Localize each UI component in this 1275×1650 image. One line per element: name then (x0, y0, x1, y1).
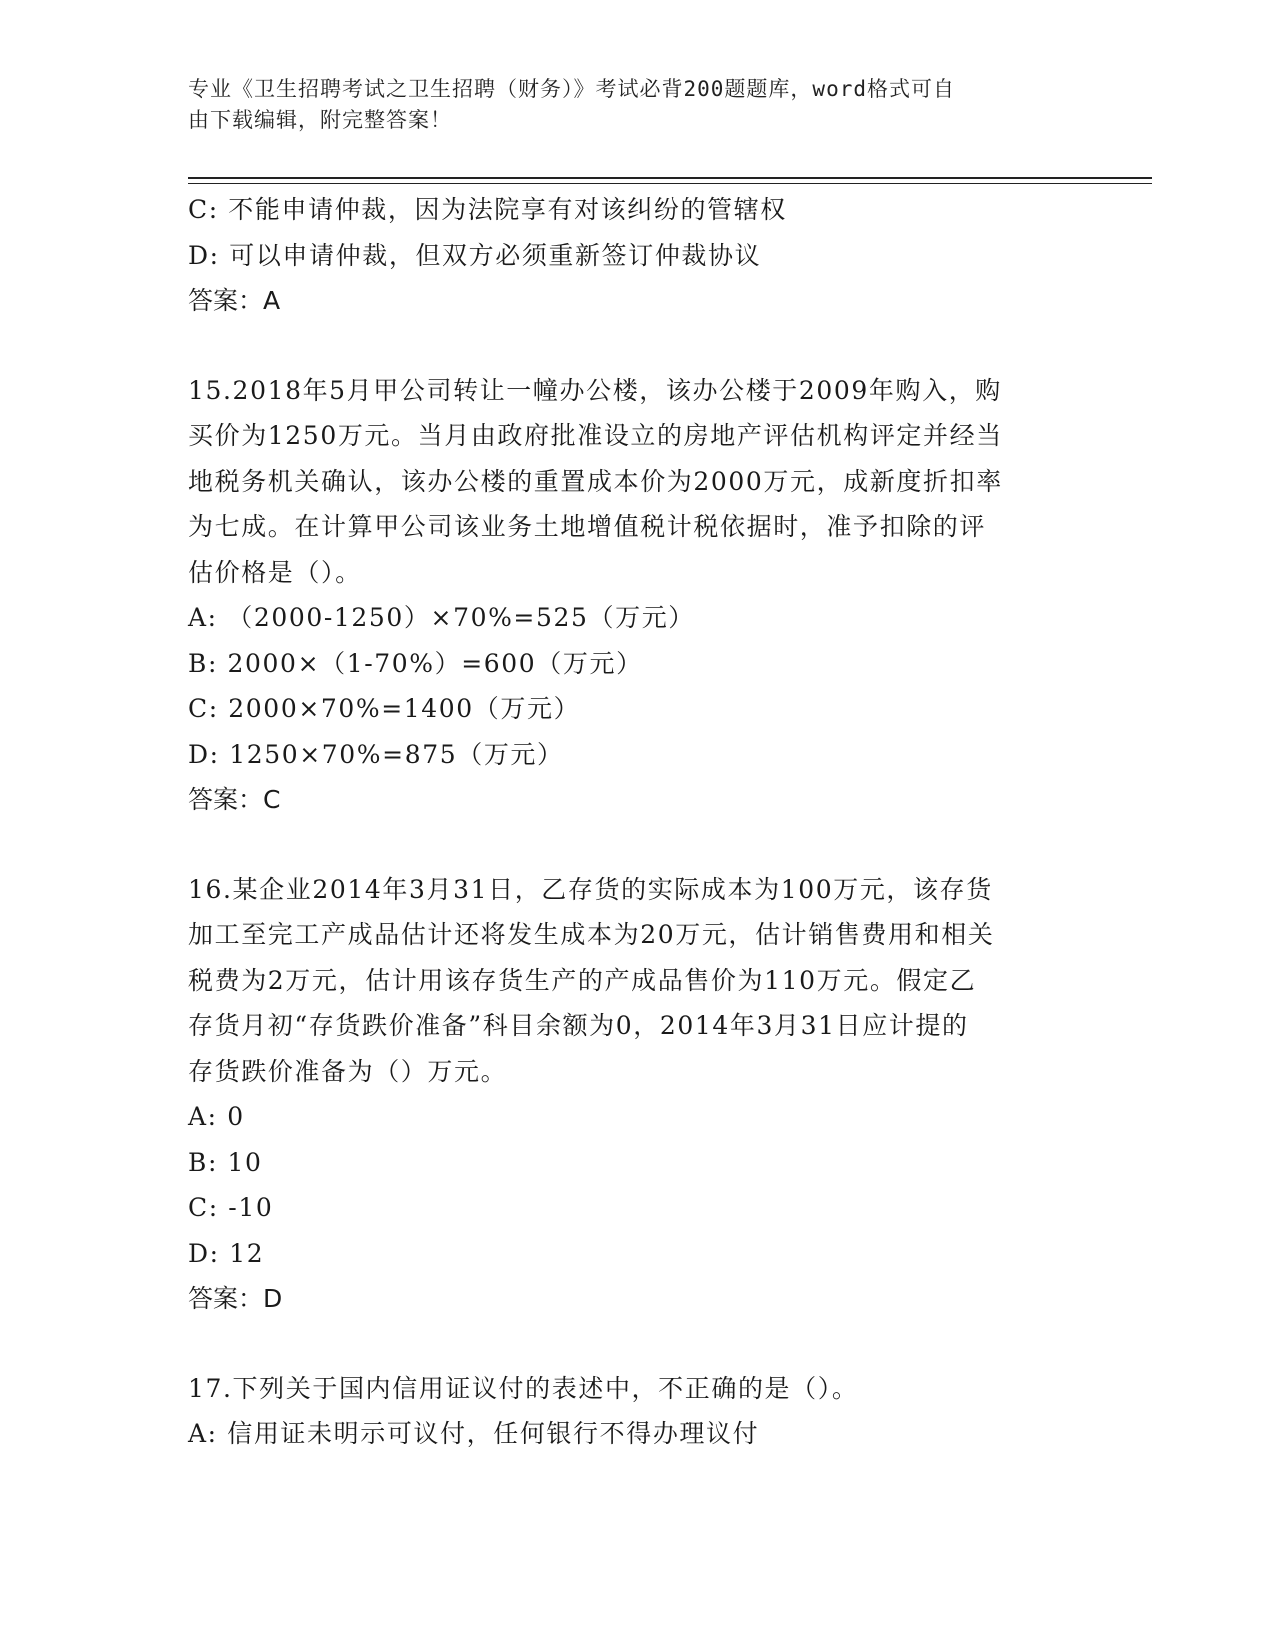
answer-line: 答案：C (188, 785, 281, 814)
option-b: B: 2000×（1-70%）=600（万元） (188, 648, 643, 678)
question-text-line: 16.某企业2014年3月31日，乙存货的实际成本为100万元，该存货 (188, 874, 993, 904)
option-a: A: 0 (188, 1102, 245, 1131)
option-a: A: 信用证未明示可议付，任何银行不得办理议付 (188, 1419, 760, 1448)
question-gap (188, 823, 1088, 867)
option-b: B: 10 (188, 1147, 263, 1177)
document-header (188, 74, 1078, 136)
header-line-1: 专业《卫生招聘考试之卫生招聘（财务）》考试必背200题题库，word格式可自 (188, 77, 955, 101)
question-text-line: 存货月初“存货跌价准备”科目余额为0，2014年3月31日应计提的 (188, 1011, 969, 1040)
question-text-line: 税费为2万元，估计用该存货生产的产成品售价为110万元。假定乙 (188, 965, 977, 995)
question-text-line: 存货跌价准备为（）万元。 (188, 1056, 508, 1086)
question-17 (188, 1366, 1088, 1457)
header-line-2: 由下载编辑，附完整答案！ (188, 108, 452, 132)
question-15 (188, 368, 1088, 823)
question-text-line: 地税务机关确认，该办公楼的重置成本价为2000万元，成新度折扣率 (188, 466, 1003, 496)
question-gap (188, 1322, 1088, 1366)
option-d: D: 1250×70%=875（万元） (188, 739, 564, 769)
option-c: C: -10 (188, 1193, 274, 1222)
option-a: A: （2000-1250）×70%=525（万元） (188, 603, 695, 632)
answer-line: 答案：D (188, 1284, 283, 1313)
answer-line: 答案：A (188, 286, 281, 315)
question-gap (188, 324, 1088, 368)
question-text-line: 加工至完工产成品估计还将发生成本为20万元，估计销售费用和相关 (188, 920, 995, 949)
question-16 (188, 867, 1088, 1322)
question-text-line: 15.2018年5月甲公司转让一幢办公楼，该办公楼于2009年购入，购 (188, 375, 1002, 405)
option-c: C: 不能申请仲裁，因为法院享有对该纠纷的管辖权 (188, 195, 787, 224)
header-divider-thin (188, 183, 1152, 184)
question-text-line: 为七成。在计算甲公司该业务土地增值税计税依据时，准予扣除的评 (188, 512, 987, 541)
option-d: D: 12 (188, 1238, 265, 1268)
option-c: C: 2000×70%=1400（万元） (188, 694, 581, 723)
question-14-tail (188, 187, 1088, 324)
document-body (188, 187, 1088, 1457)
question-text-line: 估价格是（）。 (188, 557, 362, 587)
question-text-line: 买价为1250万元。当月由政府批准设立的房地产评估机构评定并经当 (188, 421, 1003, 450)
question-text-line: 17.下列关于国内信用证议付的表述中，不正确的是（）。 (188, 1373, 859, 1403)
option-d: D: 可以申请仲裁，但双方必须重新签订仲裁协议 (188, 240, 762, 270)
header-divider-thick (188, 177, 1152, 179)
